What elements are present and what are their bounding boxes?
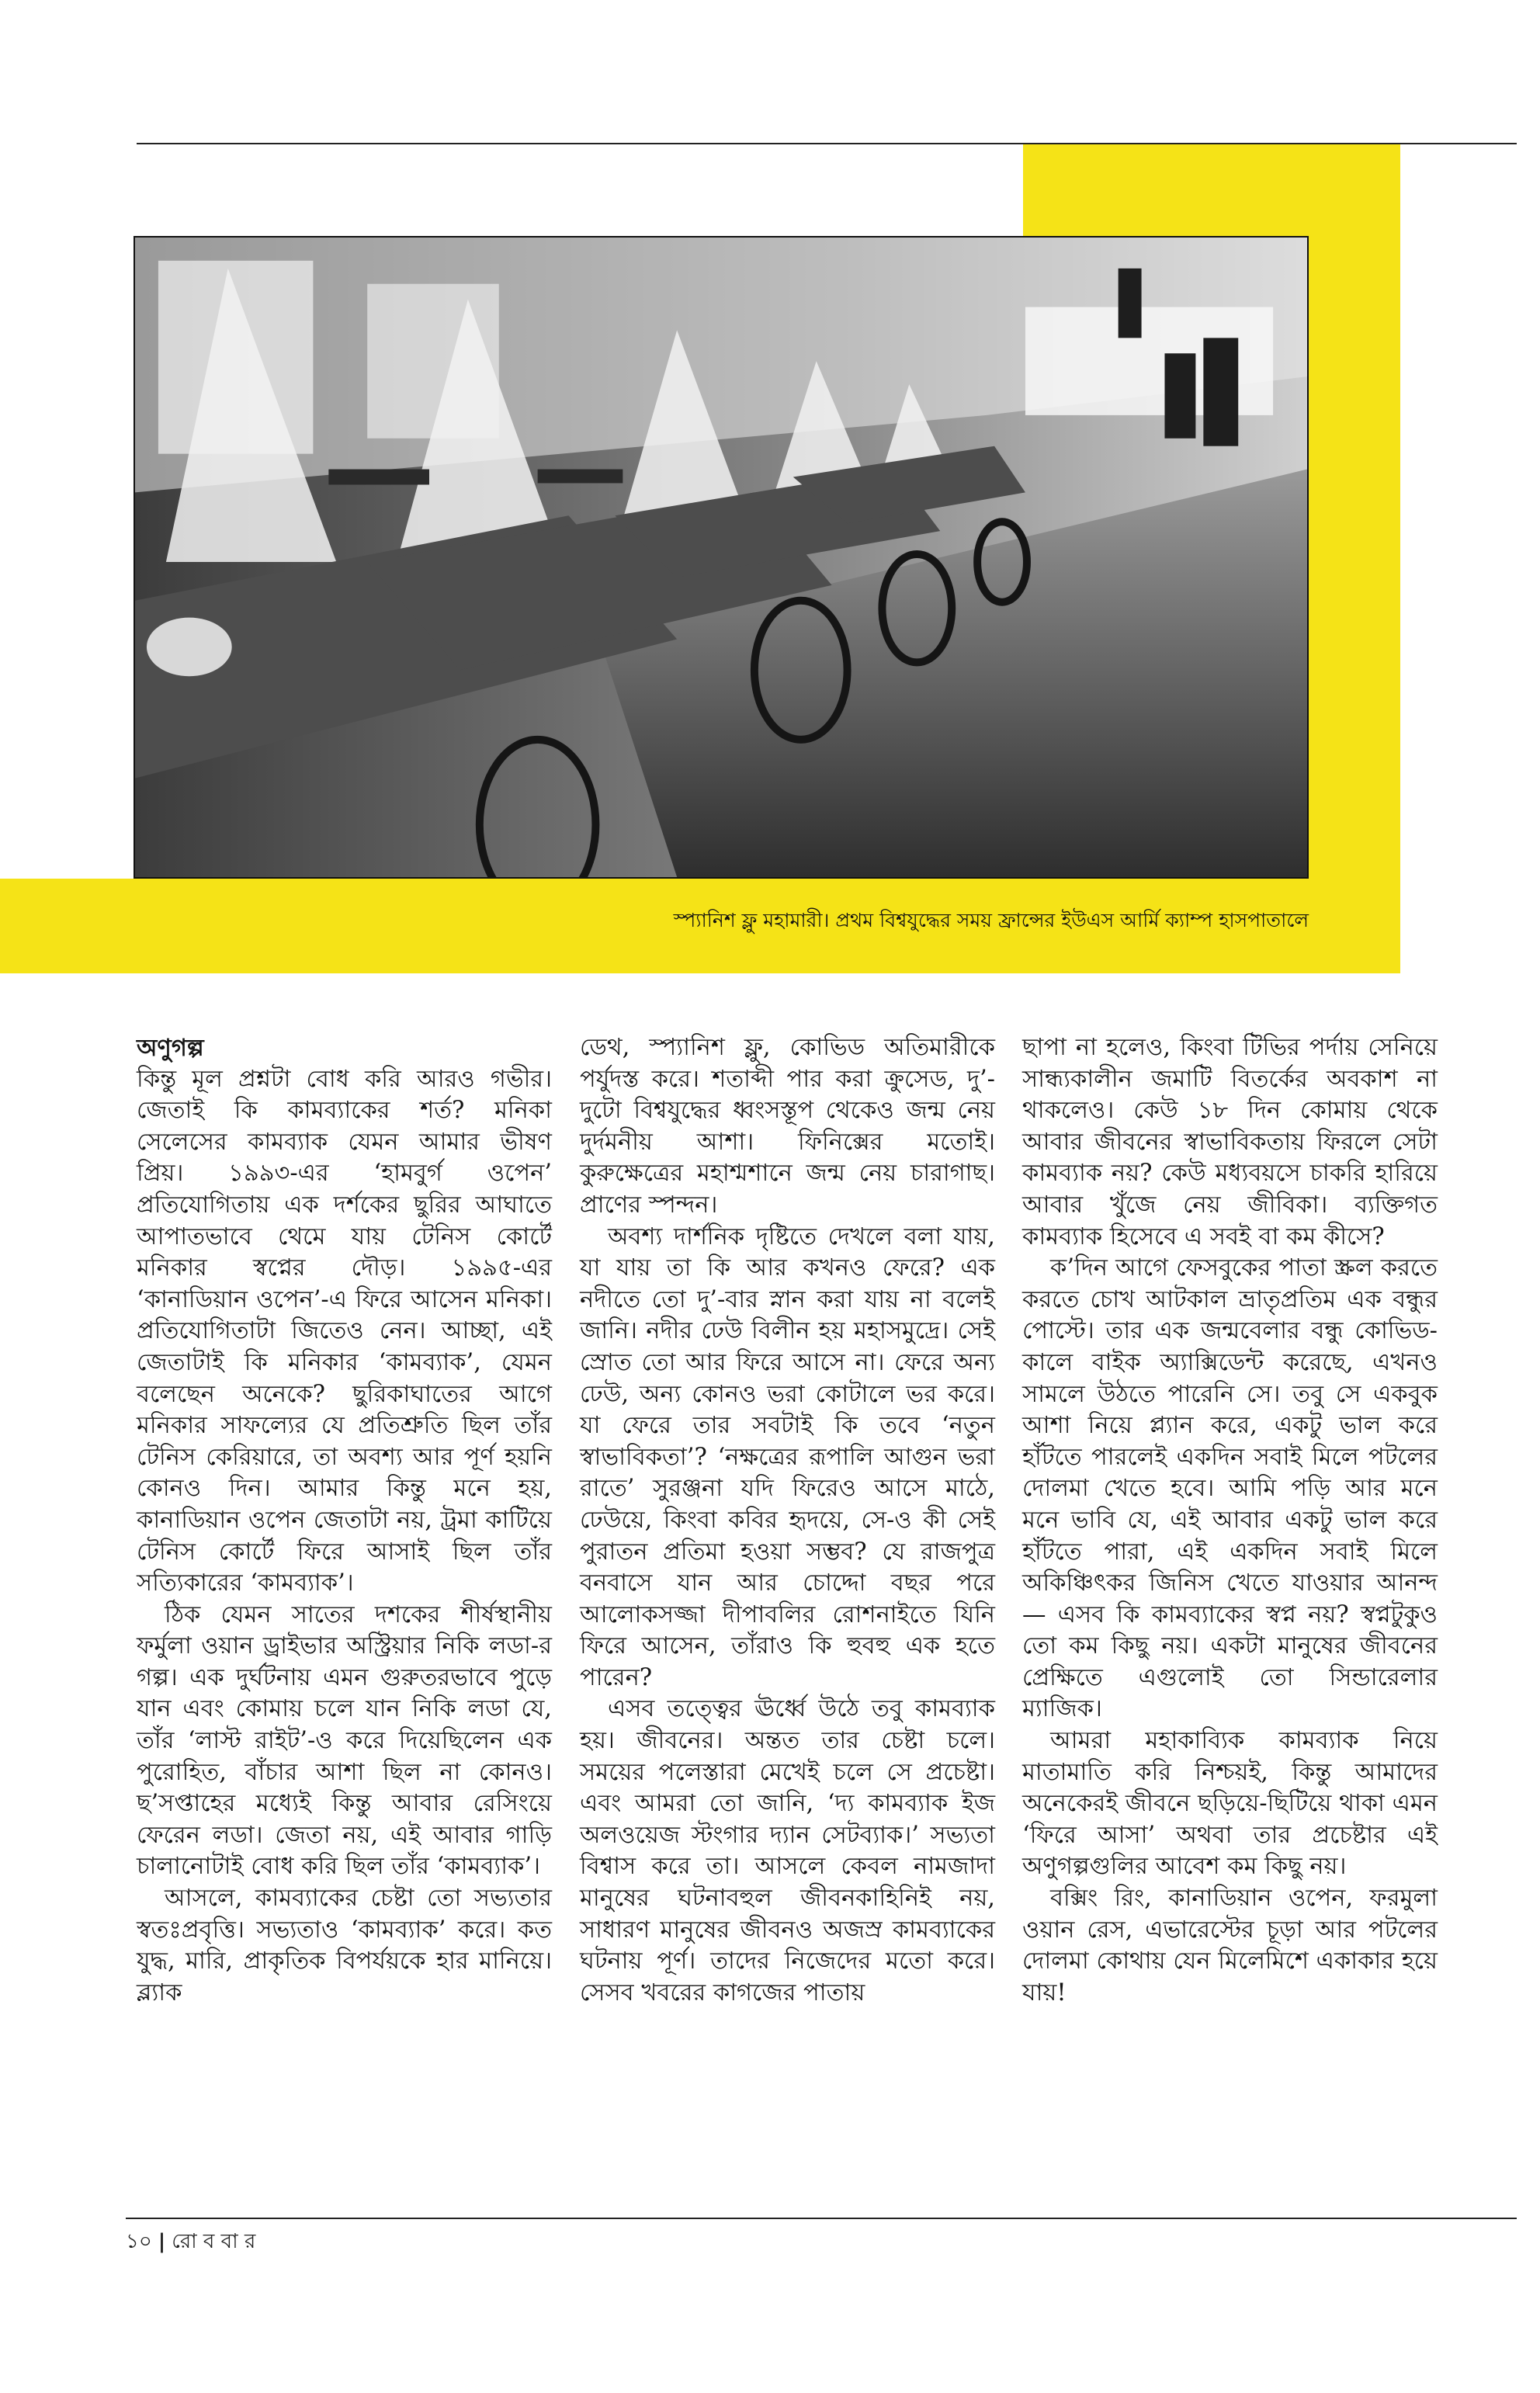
paragraph: এসব তত্ত্বের ঊর্ধ্বে উঠে তবু কামব্যাক হয়। জীবনের। অন্তত তার চেষ্টা চলে। সময়ের পলেস্তারা মেখেই চলে সে প্রচেষ্টা। এবং আমরা তো জানি, ‘দ্য কামব্যাক ইজ অলওয়েজ স্টংগার দ্যান সেটব্যাক।’ সভ্যতা বিশ্বাস করে তা। আসলে কেবল নামজাদা মানুষের ঘটনাবহুল জীবনকাহিনিই নয়, সাধারণ মানুষের জীবনও অজস্র কামব্যাকের ঘটনায় পূর্ণ। তাদের নিজেদের মতো করে। সেসব খবরের কাগজের পাতায় <box>580 1695 995 2006</box>
paragraph: বক্সিং রিং, কানাডিয়ান ওপেন, ফরমুলা ওয়ান রেস, এভারেস্টের চূড়া আর পটলের দোলমা কোথায় যেন মিলেমিশে একাকার হয়ে যায়! <box>1022 1885 1438 2006</box>
paragraph: ঠিক যেমন সাতের দশকের শীর্ষস্থানীয় ফর্মুলা ওয়ান ড্রাইভার অস্ট্রিয়ার নিকি লডা-র গল্প। এক দুর্ঘটনায় এমন গুরুতরভাবে পুড়ে যান এবং কোমায় চলে যান নিকি লডা যে, তাঁর ‘লাস্ট রাইট’-ও করে দিয়েছিলেন এক পুরোহিত, বাঁচার আশা ছিল না কোনও। ছ’সপ্তাহের মধ্যেই কিন্তু আবার রেসিংয়ে ফেরেন লডা। জেতা নয়, এই আবার গাড়ি চালানোটাই বোধ করি ছিল তাঁর ‘কামব্যাক’। <box>137 1601 552 1881</box>
yellow-accent-side <box>1309 238 1400 879</box>
paragraph: ডেথ, স্প্যানিশ ফ্লু, কোভিড অতিমারীকে পর্যুদস্ত করে। শতাব্দী পার করা ক্রুসেড, দু’-দুটো বিশ্বযুদ্ধের ধ্বংসস্তূপ থেকেও জন্ম নেয় দুর্দমনীয় আশা। ফিনিক্সের মতোই। কুরুক্ষেত্রের মহাশ্মশানে জন্ম নেয় চারাগাছ। প্রাণের স্পন্দন। <box>580 1034 995 1219</box>
footer-separator: | <box>158 2230 166 2253</box>
paragraph: আমরা মহাকাব্যিক কামব্যাক নিয়ে মাতামাতি করি নিশ্চয়ই, কিন্তু আমাদের অনেকেরই জীবনে ছড়িয়ে-ছিটিয়ে থাকা এমন ‘ফিরে আসা’ অথবা তার প্রচেষ্টার এই অণুগল্পগুলির আবেশ কম কিছু নয়। <box>1022 1727 1438 1881</box>
article-column-3 <box>1022 1032 1438 2009</box>
bottom-rule <box>126 2218 1517 2219</box>
hospital-ward-photo <box>134 236 1309 879</box>
paragraph: ক’দিন আগে ফেসবুকের পাতা স্ক্রল করতে করতে চোখ আটকাল ভ্রাতৃপ্রতিম এক বন্ধুর পোস্টে। তার এক জন্মবেলার বন্ধু কোভিড-কালে বাইক অ্যাক্সিডেন্ট করেছে, এখনও সামলে উঠতে পারেনি সে। তবু সে একবুক আশা নিয়ে প্ল্যান করে, একটু ভাল করে হাঁটতে পারলেই একদিন সবাই মিলে পটলের দোলমা খেতে হবে। আমি পড়ি আর মনে মনে ভাবি যে, এই আবার একটু ভাল করে হাঁটতে পারা, এই একদিন সবাই মিলে অকিঞ্চিৎকর জিনিস খেতে যাওয়ার আনন্দ— এসব কি কামব্যাকের স্বপ্ন নয়? স্বপ্নটুকুও তো কম কিছু নয়। একটা মানুষের জীবনের প্রেক্ষিতে এগুলোই তো সিন্ডারেলার ম্যাজিক। <box>1022 1254 1438 1723</box>
yellow-accent-top <box>1023 144 1400 238</box>
paragraph: কিন্তু মূল প্রশ্নটা বোধ করি আরও গভীর। জেতাই কি কামব্যাকের শর্ত? মনিকা সেলেসের কামব্যাক যেমন আমার ভীষণ প্রিয়। ১৯৯৩-এর ‘হামবুর্গ ওপেন’ প্রতিযোগিতায় এক দর্শকের ছুরির আঘাতে আপাতভাবে থেমে যায় টেনিস কোর্টে মনিকার স্বপ্নের দৌড়। ১৯৯৫-এর ‘কানাডিয়ান ওপেন’-এ ফিরে আসেন মনিকা। প্রতিযোগিতাটা জিতেও নেন। আচ্ছা, এই জেতাটাই কি মনিকার ‘কামব্যাক’, যেমন বলেছেন অনেকে? ছুরিকাঘাতের আগে মনিকার সাফল্যের যে প্রতিশ্রুতি ছিল তাঁর টেনিস কেরিয়ারে, তা অবশ্য আর পূর্ণ হয়নি কোনও দিন। আমার কিন্তু মনে হয়, কানাডিয়ান ওপেন জেতাটা নয়, ট্রমা কাটিয়ে টেনিস কোর্টে ফিরে আসাই ছিল তাঁর সত্যিকারের ‘কামব্যাক’। <box>137 1065 552 1597</box>
paragraph: আসলে, কামব্যাকের চেষ্টা তো সভ্যতার স্বতঃপ্রবৃত্তি। সভ্যতাও ‘কামব্যাক’ করে। কত যুদ্ধ, মারি, প্রাকৃতিক বিপর্যয়কে হার মানিয়ে। ব্ল্যাক <box>137 1885 552 2006</box>
section-heading: অণুগল্প <box>137 1034 204 1062</box>
page-number: ১০ <box>126 2230 152 2253</box>
page-footer <box>126 2228 255 2256</box>
paragraph: অবশ্য দার্শনিক দৃষ্টিতে দেখলে বলা যায়, যা যায় তা কি আর কখনও ফেরে? এক নদীতে তো দু’-বার স্নান করা যায় না বলেই জানি। নদীর ঢেউ বিলীন হয় মহাসমুদ্রে। সেই স্রোত তো আর ফিরে আসে না। ফেরে অন্য ঢেউ, অন্য কোনও ভরা কোটালে ভর করে। যা ফেরে তার সবটাই কি তবে ‘নতুন স্বাভাবিকতা’? ‘নক্ষত্রের রূপালি আগুন ভরা রাতে’ সুরঞ্জনা যদি ফিরেও আসে মাঠে, ঢেউয়ে, কিংবা কবির হৃদয়ে, সে-ও কী সেই পুরাতন প্রতিমা হওয়া সম্ভব? যে রাজপুত্র বনবাসে যান আর চোদ্দো বছর পরে আলোকসজ্জা দীপাবলির রোশনাইতে যিনি ফিরে আসেন, তাঁরাও কি হুবহু এক হতে পারেন? <box>580 1223 995 1691</box>
article-column-1 <box>137 1032 552 2009</box>
magazine-name: রো ব বা র <box>172 2230 256 2253</box>
photo-illustration <box>135 238 1307 877</box>
article-column-2 <box>580 1032 995 2009</box>
photo-caption: স্প্যানিশ ফ্লু মহামারী। প্রথম বিশ্বযুদ্ধের সময় ফ্রান্সের ইউএস আর্মি ক্যাম্প হাসপাতালে <box>673 909 1309 931</box>
paragraph: ছাপা না হলেও, কিংবা টিভির পর্দায় সেনিয়ে সান্ধ্যকালীন জমাটি বিতর্কের অবকাশ না থাকলেও। কেউ ১৮ দিন কোমায় থেকে আবার জীবনের স্বাভাবিকতায় ফিরলে সেটা কামব্যাক নয়? কেউ মধ্যবয়সে চাকরি হারিয়ে আবার খুঁজে নেয় জীবিকা। ব্যক্তিগত কামব্যাক হিসেবে এ সবই বা কম কীসে? <box>1022 1034 1438 1250</box>
